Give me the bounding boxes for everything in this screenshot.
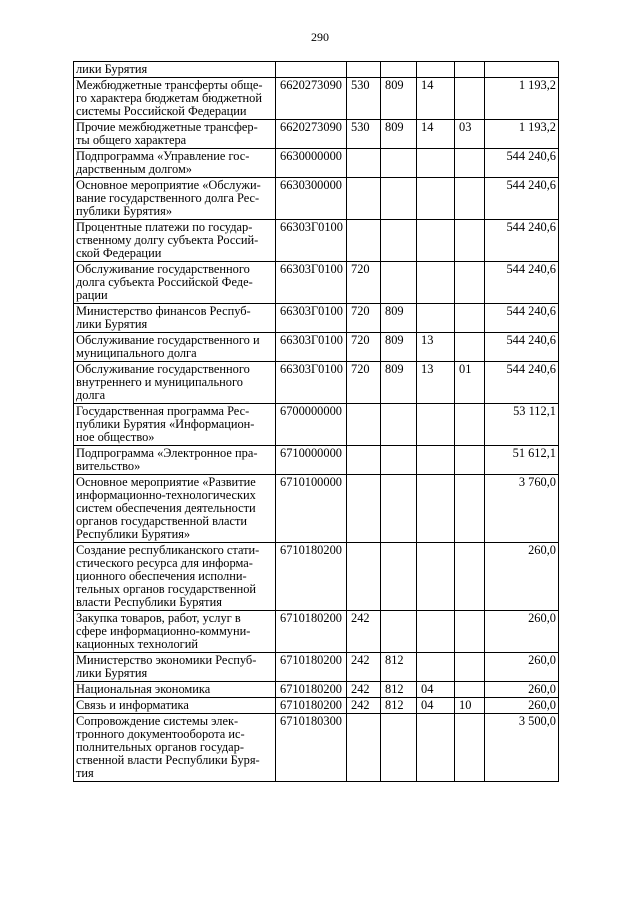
target-code-cell: 66303Г0100 — [276, 333, 347, 362]
subsection-cell — [455, 220, 485, 262]
section-cell: 04 — [417, 698, 455, 714]
ministry-code-cell: 809 — [381, 304, 417, 333]
ministry-code-cell: 812 — [381, 682, 417, 698]
amount-cell: 260,0 — [485, 682, 559, 698]
target-code-cell: 6710180200 — [276, 543, 347, 611]
expense-type-cell — [347, 178, 381, 220]
table-row — [74, 714, 559, 782]
section-cell — [417, 404, 455, 446]
section-cell — [417, 543, 455, 611]
row-name-cell: Обслуживание государственного и муниципального долга — [74, 333, 276, 362]
table-row — [74, 262, 559, 304]
subsection-cell — [455, 653, 485, 682]
subsection-cell — [455, 611, 485, 653]
subsection-cell — [455, 475, 485, 543]
subsection-cell — [455, 149, 485, 178]
amount-cell: 260,0 — [485, 698, 559, 714]
expense-type-cell — [347, 62, 381, 78]
subsection-cell — [455, 714, 485, 782]
table-row — [74, 446, 559, 475]
row-name-cell: Государственная программа Рес- публики Бурятия «Информацион- ное общество» — [74, 404, 276, 446]
expense-type-cell — [347, 149, 381, 178]
ministry-code-cell — [381, 404, 417, 446]
table-row — [74, 475, 559, 543]
ministry-code-cell — [381, 149, 417, 178]
table-row — [74, 333, 559, 362]
table-row — [74, 682, 559, 698]
amount-cell: 1 193,2 — [485, 78, 559, 120]
row-name-cell: Сопровождение системы элек- тронного документооборота ис- полнительных органов государ- ственной власти Республики Буря- тия — [74, 714, 276, 782]
ministry-code-cell — [381, 543, 417, 611]
target-code-cell — [276, 62, 347, 78]
expense-type-cell: 720 — [347, 333, 381, 362]
expense-type-cell: 242 — [347, 653, 381, 682]
row-name-cell: Основное мероприятие «Обслужи- вание государственного долга Рес- публики Бурятия» — [74, 178, 276, 220]
row-name-cell: Процентные платежи по государ- ственному долгу субъекта Россий- ской Федерации — [74, 220, 276, 262]
table-row — [74, 404, 559, 446]
amount-cell: 544 240,6 — [485, 304, 559, 333]
row-name-cell: Закупка товаров, работ, услуг в сфере информационно-коммуни- кационных технологий — [74, 611, 276, 653]
target-code-cell: 66303Г0100 — [276, 304, 347, 333]
amount-cell: 544 240,6 — [485, 333, 559, 362]
target-code-cell: 66303Г0100 — [276, 362, 347, 404]
expense-type-cell — [347, 220, 381, 262]
table-row — [74, 698, 559, 714]
table-row — [74, 653, 559, 682]
row-name-cell: Основное мероприятие «Развитие информационно-технологических систем обеспечения деятельности органов государственной власти Республики Бурятия» — [74, 475, 276, 543]
amount-cell — [485, 62, 559, 78]
ministry-code-cell — [381, 475, 417, 543]
expense-type-cell: 720 — [347, 362, 381, 404]
table-row — [74, 62, 559, 78]
amount-cell: 51 612,1 — [485, 446, 559, 475]
table-row — [74, 220, 559, 262]
table-row — [74, 178, 559, 220]
page-number: 290 — [311, 30, 329, 44]
section-cell — [417, 262, 455, 304]
amount-cell: 3 760,0 — [485, 475, 559, 543]
ministry-code-cell: 812 — [381, 698, 417, 714]
section-cell — [417, 62, 455, 78]
subsection-cell — [455, 333, 485, 362]
section-cell: 04 — [417, 682, 455, 698]
section-cell — [417, 178, 455, 220]
target-code-cell: 6710180200 — [276, 611, 347, 653]
section-cell — [417, 446, 455, 475]
ministry-code-cell: 809 — [381, 333, 417, 362]
ministry-code-cell: 809 — [381, 120, 417, 149]
amount-cell: 1 193,2 — [485, 120, 559, 149]
target-code-cell: 6710100000 — [276, 475, 347, 543]
section-cell — [417, 149, 455, 178]
row-name-cell: Обслуживание государственного внутреннего и муниципального долга — [74, 362, 276, 404]
row-name-cell: Межбюджетные трансферты обще- го характера бюджетам бюджетной системы Российской Федерации — [74, 78, 276, 120]
target-code-cell: 6710180200 — [276, 653, 347, 682]
row-name-cell: Создание республиканского стати- стического ресурса для информа- ционного обеспечения исполни- тельных органов государственной власти Республики Бурятия — [74, 543, 276, 611]
section-cell: 14 — [417, 78, 455, 120]
ministry-code-cell: 809 — [381, 362, 417, 404]
subsection-cell — [455, 543, 485, 611]
subsection-cell — [455, 262, 485, 304]
amount-cell: 260,0 — [485, 543, 559, 611]
budget-table — [73, 61, 559, 782]
amount-cell: 3 500,0 — [485, 714, 559, 782]
subsection-cell — [455, 78, 485, 120]
target-code-cell: 66303Г0100 — [276, 262, 347, 304]
subsection-cell: 10 — [455, 698, 485, 714]
subsection-cell — [455, 62, 485, 78]
expense-type-cell: 242 — [347, 611, 381, 653]
expense-type-cell: 242 — [347, 698, 381, 714]
target-code-cell: 6710180200 — [276, 698, 347, 714]
section-cell — [417, 653, 455, 682]
table-row — [74, 120, 559, 149]
row-name-cell: лики Бурятия — [74, 62, 276, 78]
table-row — [74, 611, 559, 653]
expense-type-cell — [347, 475, 381, 543]
target-code-cell: 6620273090 — [276, 78, 347, 120]
table-row — [74, 149, 559, 178]
section-cell: 13 — [417, 362, 455, 404]
amount-cell: 544 240,6 — [485, 262, 559, 304]
target-code-cell: 6620273090 — [276, 120, 347, 149]
table-row — [74, 543, 559, 611]
ministry-code-cell — [381, 220, 417, 262]
target-code-cell: 6630000000 — [276, 149, 347, 178]
ministry-code-cell — [381, 178, 417, 220]
amount-cell: 544 240,6 — [485, 362, 559, 404]
ministry-code-cell — [381, 611, 417, 653]
subsection-cell — [455, 682, 485, 698]
target-code-cell: 66303Г0100 — [276, 220, 347, 262]
row-name-cell: Министерство экономики Респуб- лики Бурятия — [74, 653, 276, 682]
expense-type-cell — [347, 404, 381, 446]
ministry-code-cell: 809 — [381, 78, 417, 120]
amount-cell: 260,0 — [485, 611, 559, 653]
ministry-code-cell — [381, 62, 417, 78]
ministry-code-cell — [381, 262, 417, 304]
row-name-cell: Прочие межбюджетные трансфер- ты общего характера — [74, 120, 276, 149]
section-cell — [417, 714, 455, 782]
subsection-cell — [455, 404, 485, 446]
ministry-code-cell — [381, 714, 417, 782]
section-cell: 13 — [417, 333, 455, 362]
budget-table-body — [74, 62, 559, 782]
row-name-cell: Подпрограмма «Электронное пра- вительство» — [74, 446, 276, 475]
target-code-cell: 6630300000 — [276, 178, 347, 220]
expense-type-cell — [347, 446, 381, 475]
target-code-cell: 6710180200 — [276, 682, 347, 698]
amount-cell: 53 112,1 — [485, 404, 559, 446]
amount-cell: 544 240,6 — [485, 220, 559, 262]
ministry-code-cell — [381, 446, 417, 475]
amount-cell: 544 240,6 — [485, 178, 559, 220]
expense-type-cell — [347, 543, 381, 611]
expense-type-cell — [347, 714, 381, 782]
table-row — [74, 362, 559, 404]
table-row — [74, 78, 559, 120]
row-name-cell: Подпрограмма «Управление гос- дарственным долгом» — [74, 149, 276, 178]
target-code-cell: 6710180300 — [276, 714, 347, 782]
subsection-cell — [455, 446, 485, 475]
subsection-cell — [455, 178, 485, 220]
amount-cell: 260,0 — [485, 653, 559, 682]
section-cell — [417, 475, 455, 543]
ministry-code-cell: 812 — [381, 653, 417, 682]
target-code-cell: 6710000000 — [276, 446, 347, 475]
row-name-cell: Национальная экономика — [74, 682, 276, 698]
expense-type-cell: 720 — [347, 262, 381, 304]
expense-type-cell: 530 — [347, 120, 381, 149]
row-name-cell: Связь и информатика — [74, 698, 276, 714]
expense-type-cell: 530 — [347, 78, 381, 120]
section-cell — [417, 220, 455, 262]
section-cell: 14 — [417, 120, 455, 149]
subsection-cell — [455, 304, 485, 333]
section-cell — [417, 611, 455, 653]
section-cell — [417, 304, 455, 333]
target-code-cell: 6700000000 — [276, 404, 347, 446]
expense-type-cell: 242 — [347, 682, 381, 698]
table-row — [74, 304, 559, 333]
expense-type-cell: 720 — [347, 304, 381, 333]
row-name-cell: Обслуживание государственного долга субъекта Российской Феде- рации — [74, 262, 276, 304]
subsection-cell: 03 — [455, 120, 485, 149]
subsection-cell: 01 — [455, 362, 485, 404]
row-name-cell: Министерство финансов Респуб- лики Бурятия — [74, 304, 276, 333]
amount-cell: 544 240,6 — [485, 149, 559, 178]
